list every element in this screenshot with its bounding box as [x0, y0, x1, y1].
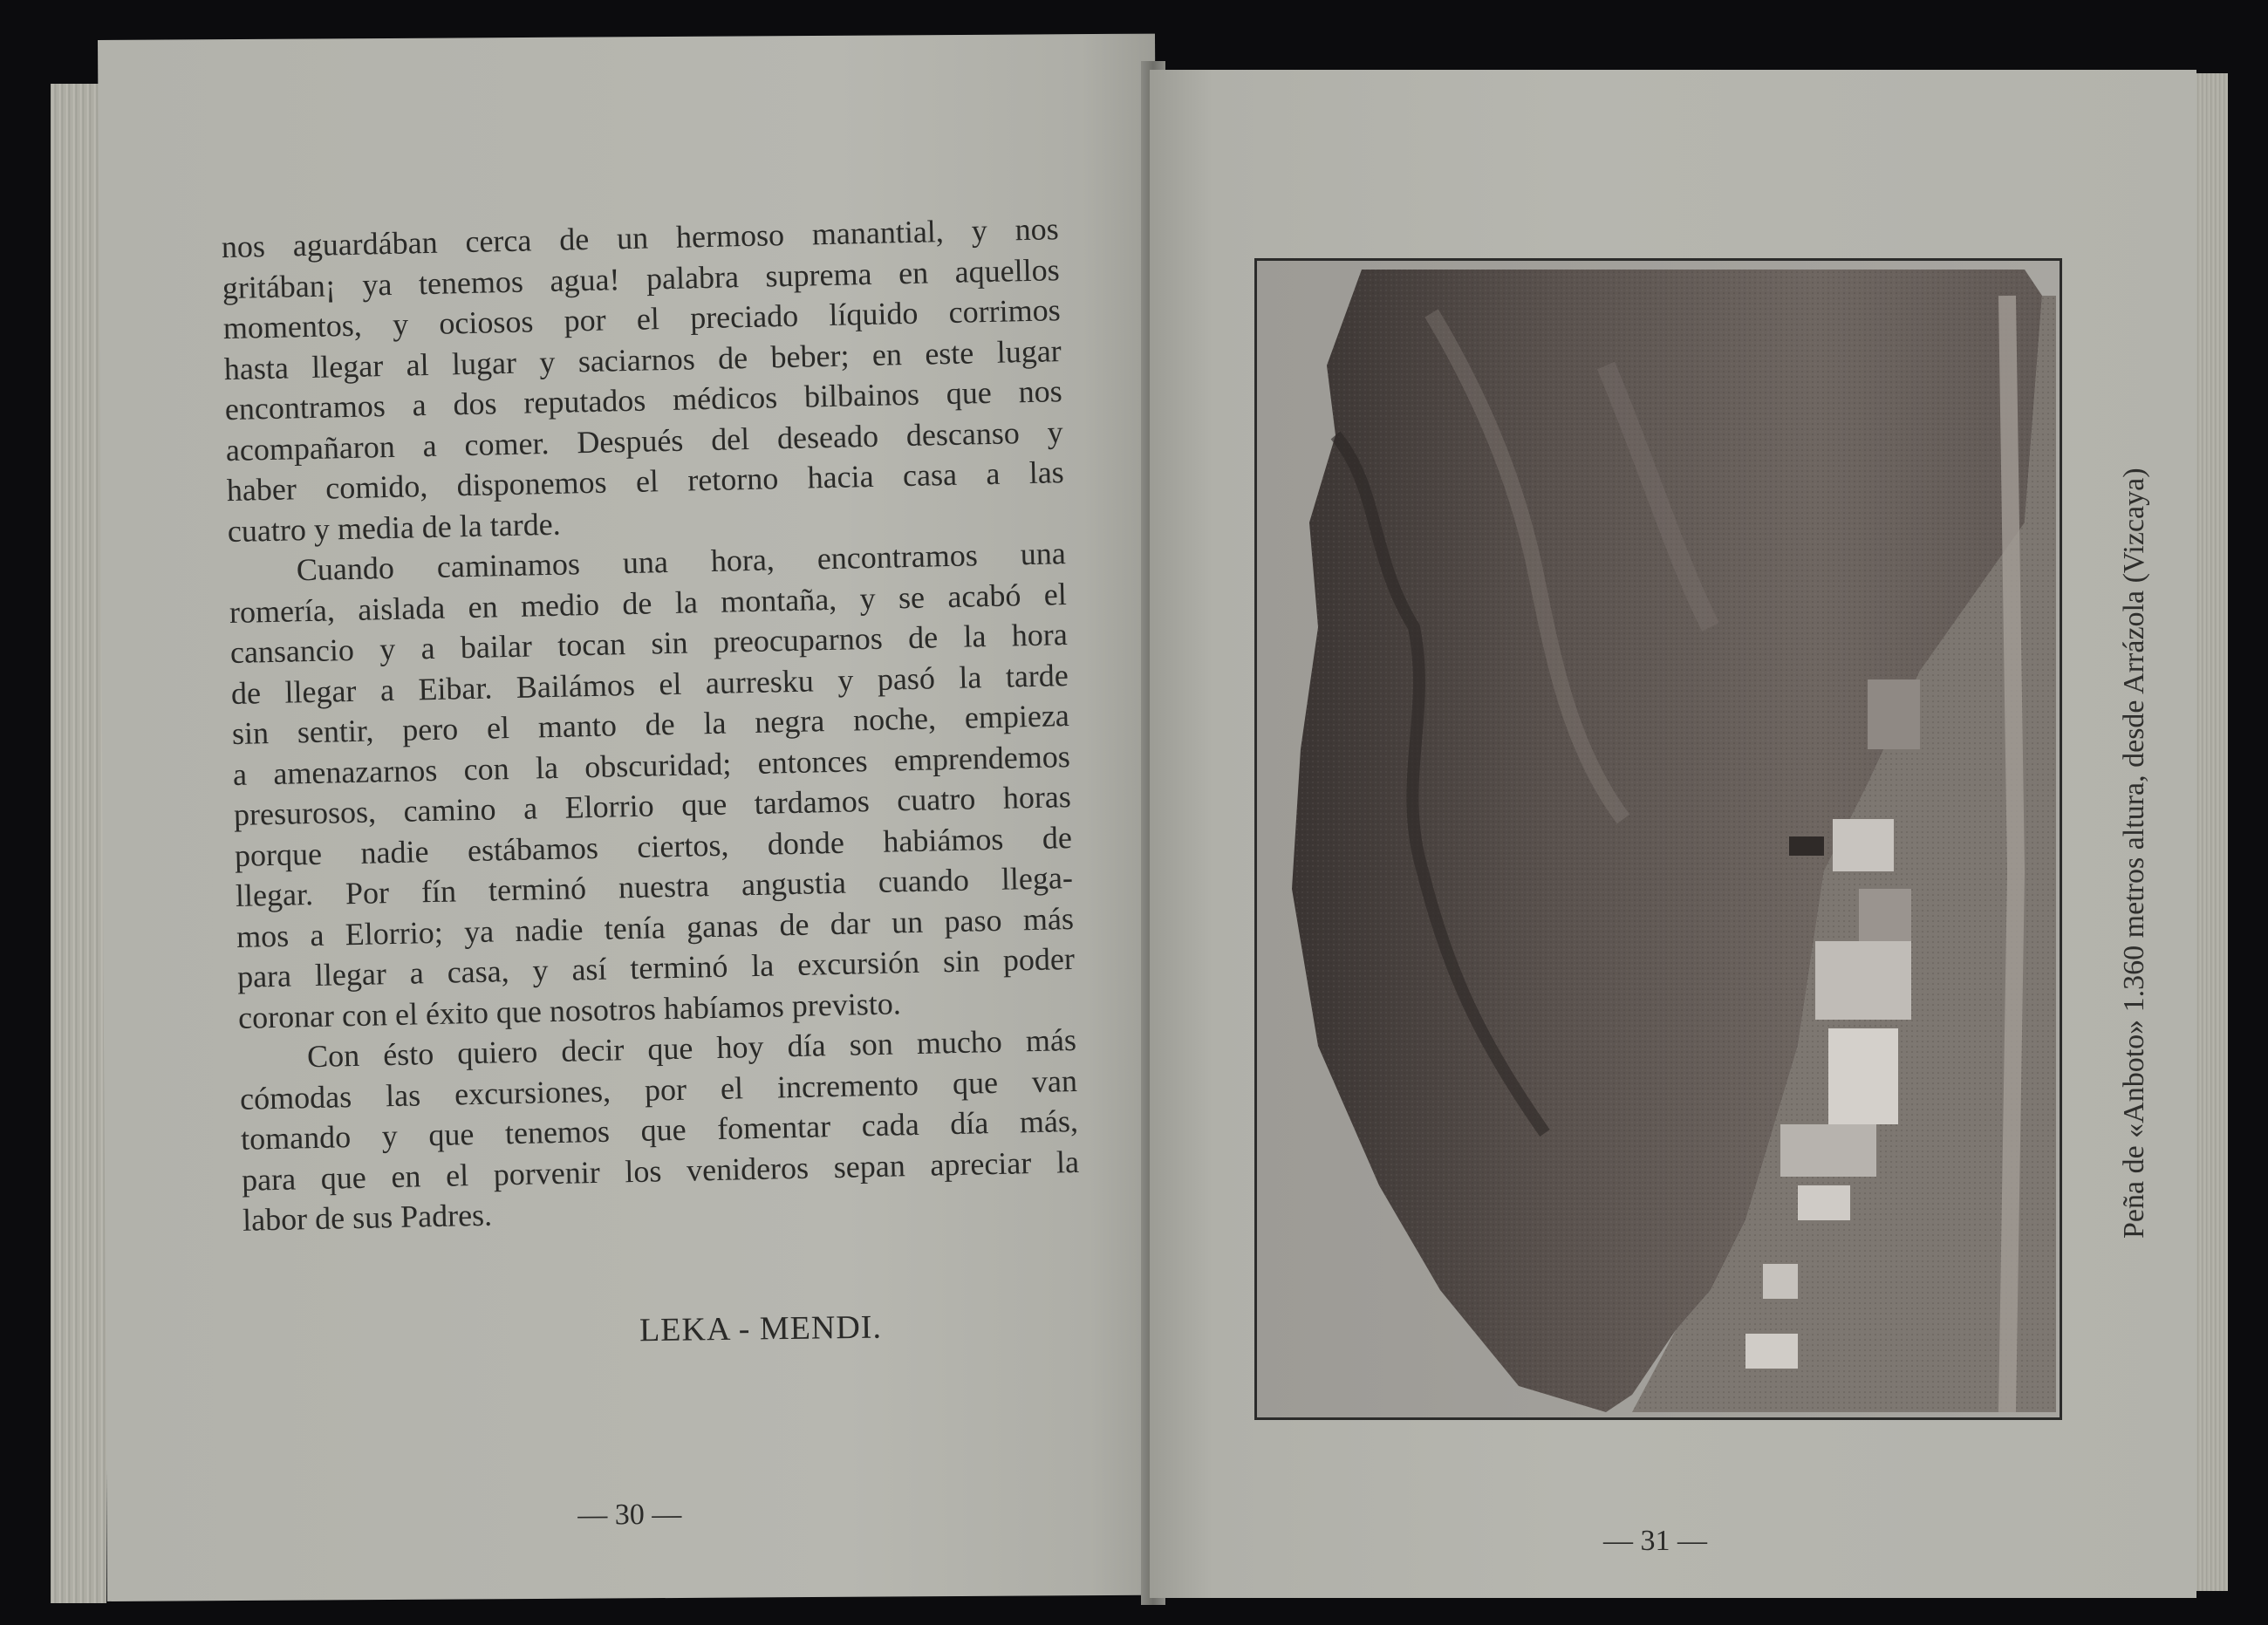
- text-line: coronar con el éxito que nosotros habíamos previsto.: [237, 985, 902, 1035]
- text-line: para llegar a casa, y así terminó la excursión sin poder: [236, 940, 1076, 994]
- mountain-photo-image: [1257, 261, 2060, 1417]
- text-line: sin sentir, pero el manto de la negra noche, empieza: [231, 698, 1070, 751]
- body-text: [221, 208, 1080, 1240]
- text-line: acompañaron a comer. Después del deseado descanso y: [225, 413, 1064, 468]
- right-page: [1150, 70, 2196, 1598]
- mountain-photo: [1254, 258, 2062, 1420]
- page-edges-left: [51, 84, 106, 1603]
- paragraph-1: [221, 208, 1065, 551]
- photo-caption: Peña de «Anboto» 1.360 metros altura, desde Arrázola (Vizcaya): [2118, 468, 2150, 1239]
- text-line: a amenazarnos con la obscuridad; entonces emprendemos: [232, 738, 1071, 792]
- text-line: cansancio y a bailar tocan sin preocuparnos de la hora: [229, 617, 1069, 671]
- text-line: momentos, y ociosos por el preciado líquido corrimos: [222, 292, 1062, 346]
- page-number-left: — 30 —: [577, 1498, 682, 1532]
- text-line: gritában¡ ya tenemos agua! palabra suprema en aquellos: [222, 251, 1061, 305]
- page-number-right: — 31 —: [1603, 1525, 1707, 1557]
- text-line: llegar. Por fín terminó nuestra angustia cuando llega-: [235, 860, 1074, 913]
- text-line: cuatro y media de la tarde.: [227, 506, 562, 549]
- text-line: de llegar a Eibar. Bailámos el aurresku y pasó la tarde: [230, 657, 1069, 711]
- paragraph-3: [239, 1020, 1081, 1240]
- text-line: nos aguardában cerca de un hermoso manantial, y nos: [221, 211, 1060, 265]
- text-line: Cuando caminamos una hora, encontramos una: [296, 536, 1067, 588]
- author-signature: LEKA - MENDI.: [639, 1308, 883, 1349]
- text-line: Con ésto quiero decir que hoy día son mucho más: [306, 1021, 1077, 1075]
- text-line: mos a Elorrio; ya nadie tenía ganas de dar un paso más: [236, 900, 1075, 954]
- text-line: haber comido, disponemos el retorno hacia casa a las: [226, 454, 1065, 509]
- text-line: tomando y que tenemos que fomentar cada día más,: [240, 1103, 1079, 1157]
- left-page: [98, 34, 1165, 1601]
- text-line: encontramos a dos reputados médicos bilbainos que nos: [224, 373, 1063, 427]
- text-line: presurosos, camino a Elorrio que tardamos cuatro horas: [233, 779, 1072, 832]
- text-line: cómodas las excursiones, por el incremento que van: [239, 1062, 1078, 1116]
- paragraph-2: [228, 533, 1076, 1038]
- text-line: para que en el porvenir los venideros sepan apreciar la: [241, 1144, 1080, 1198]
- text-line: porque nadie estábamos ciertos, donde habiámos de: [234, 819, 1073, 873]
- text-line: hasta llegar al lugar y saciarnos de beber; en este lugar: [223, 332, 1062, 386]
- text-line: labor de sus Padres.: [242, 1197, 493, 1238]
- text-line: romería, aislada en medio de la montaña, y se acabó el: [229, 576, 1068, 630]
